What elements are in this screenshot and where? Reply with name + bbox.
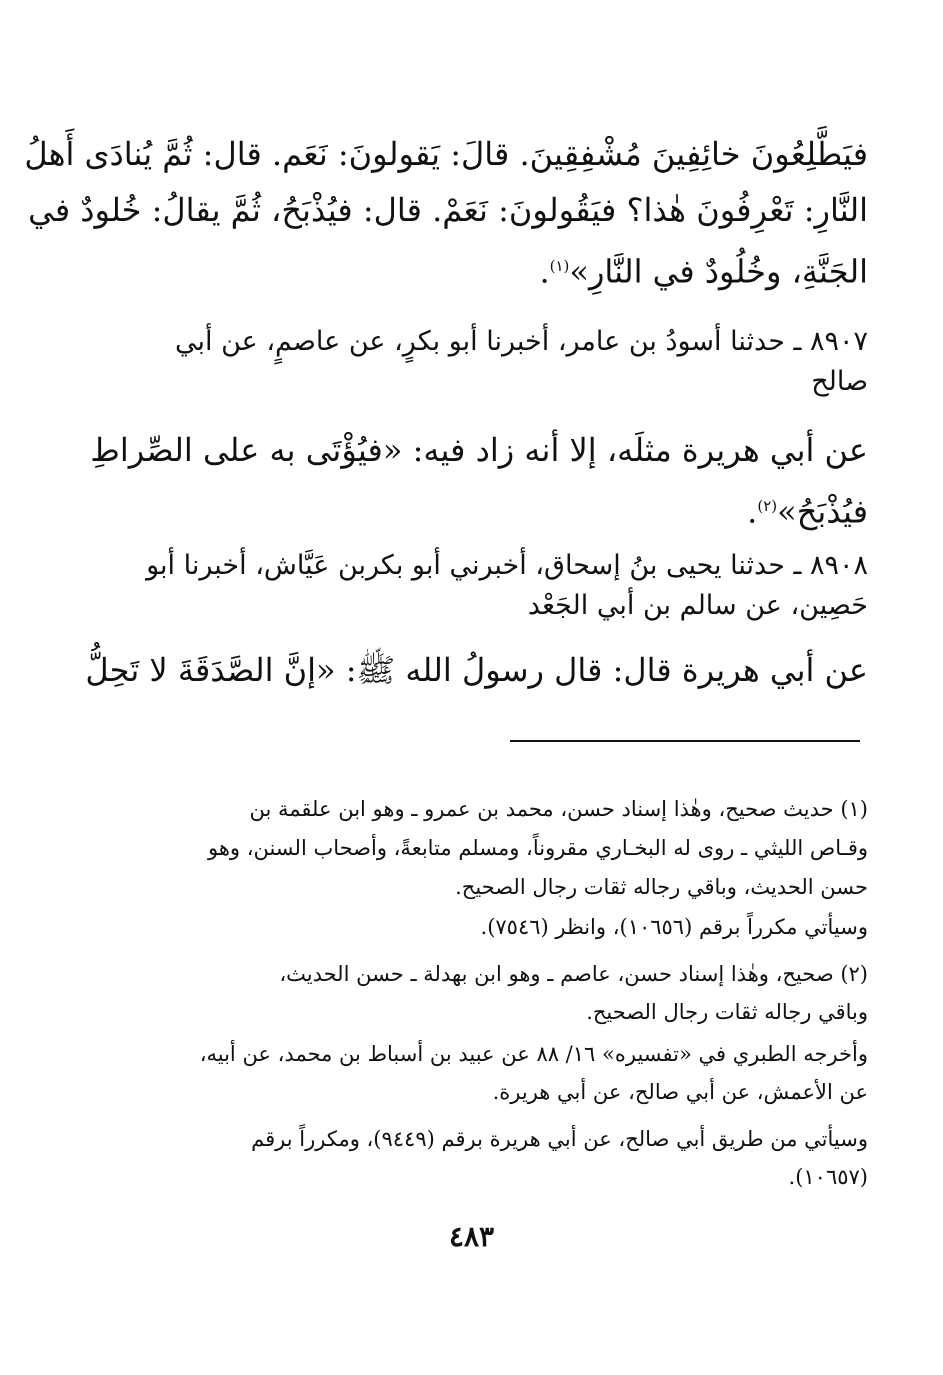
footnote-line: عن الأعمش، عن أبي صالح، عن أبي هريرة. [492,1080,868,1104]
footnote-line: وقـاص الليثي ـ روى له البخـاري مقروناً، ومسلم متابعةً، وأصحاب السنن، وهو [207,836,868,860]
text-line: النَّارِ: تَعْرِفُونَ هٰذا؟ فيَقُولونَ: نَعَمْ. قال: فيُذْبَحُ، ثُمَّ يقالُ: خُلودٌ في [28,191,868,229]
footnote-line: حسن الحديث، وباقي رجاله ثقات رجال الصحيح. [455,875,868,899]
footnote-ref: (٢) [757,497,778,515]
text-line: عن أبي هريرة مثلَه، إلا أنه زاد فيه: «فيُؤْتَى به على الصِّراطِ [90,431,868,469]
footnote-line: وباقي رجاله ثقات رجال الصحيح. [586,1000,868,1024]
footnote-line: وأخرجه الطبري في «تفسيره» ١٦/ ٨٨ عن عبيد بن أسباط بن محمد، عن أبيه، [199,1042,868,1066]
footnote-line: وسيأتي مكرراً برقم (١٠٦٥٦)، وانظر (٧٥٤٦). [480,915,868,939]
text-span: الجَنَّةِ، وخُلُودٌ في النَّارِ» [569,252,868,291]
text-span: . [539,252,550,291]
text-span: . [747,492,758,531]
footnote-line: وسيأتي من طريق أبي صالح، عن أبي هريرة برقم (٩٤٤٩)، ومكرراً برقم [251,1127,868,1151]
hadith-8907-line: ٨٩٠٧ ـ حدثنا أسودُ بن عامر، أخبرنا أبو بكرٍ، عن عاصمٍ، عن أبي [174,326,868,357]
text-line: عن أبي هريرة قال: قال رسولُ الله ﷺ: «إنَّ الصَّدَقَةَ لا تَحِلُّ [85,651,868,689]
footnote-line: (١٠٦٥٧). [788,1165,868,1189]
page-number: ٤٨٣ [448,1220,495,1253]
footnote-divider [510,740,860,742]
text-span: فيُذْبَحُ» [777,492,868,531]
footnote-line: (٢) صحيح، وهٰذا إسناد حسن، عاصم ـ وهو ابن بهدلة ـ حسن الحديث، [279,962,868,986]
footnote-line: (١) حديث صحيح، وهٰذا إسناد حسن، محمد بن عمرو ـ وهو ابن علقمة بن [249,797,868,821]
text-line: فيَطَّلِعُونَ خائِفِينَ مُشْفِقِينَ. قالَ: يَقولونَ: نَعَم. قال: ثُمَّ يُنادَى أَهلُ [24,135,868,173]
hadith-8907-line: صالح [811,366,868,397]
hadith-8908-line: ٨٩٠٨ ـ حدثنا يحيى بنُ إسحاق، أخبرني أبو بكربن عَيَّاش، أخبرنا أبو [146,550,868,581]
text-line [75,484,868,534]
footnote-ref: (١) [549,257,570,275]
text-line [75,244,868,294]
hadith-8908-line: حَصِين، عن سالم بن أبي الجَعْد [527,590,868,621]
